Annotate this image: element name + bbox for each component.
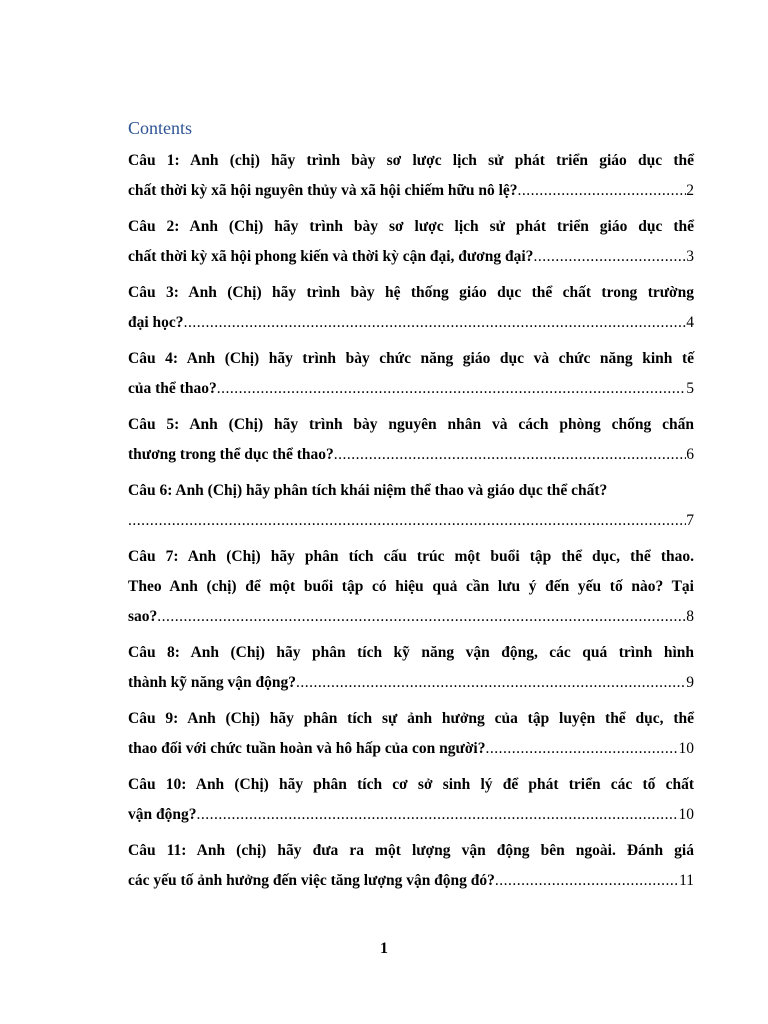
toc-page-number: 9: [686, 674, 694, 691]
table-of-contents: [128, 146, 694, 902]
toc-entry[interactable]: [128, 410, 694, 470]
toc-entry-line: Theo Anh (chị) để một buổi tập có hiệu quả cần lưu ý đến yếu tố nào? Tại: [128, 578, 694, 595]
toc-heading: Contents: [128, 118, 193, 138]
toc-page-number: 2: [686, 182, 694, 199]
toc-entry-line: thương trong thể dục thể thao?: [128, 446, 334, 463]
toc-entry[interactable]: [128, 212, 694, 272]
toc-entry-line: Câu 11: Anh (chị) hãy đưa ra một lượng vận động bên ngoài. Đánh giá: [128, 842, 694, 859]
toc-entry-line: Câu 6: Anh (Chị) hãy phân tích khái niệm thể thao và giáo dục thể chất?: [128, 482, 608, 499]
toc-entry-line: các yếu tố ảnh hưởng đến việc tăng lượng vận động đó?: [128, 872, 495, 889]
toc-entry-line: Câu 5: Anh (Chị) hãy trình bày nguyên nhân và cách phòng chống chấn: [128, 416, 694, 433]
toc-entry-line: thành kỹ năng vận động?: [128, 674, 296, 691]
toc-entry-line: Câu 8: Anh (Chị) hãy phân tích kỹ năng vận động, các quá trình hình: [128, 644, 694, 661]
toc-page-number: 4: [686, 314, 694, 331]
dot-leader: [184, 308, 687, 338]
toc-page-number: 8: [686, 608, 694, 625]
toc-page-number: 3: [686, 248, 694, 265]
toc-entry[interactable]: [128, 638, 694, 698]
toc-entry-line: Câu 10: Anh (Chị) hãy phân tích cơ sở sinh lý để phát triển các tố chất: [128, 776, 694, 793]
toc-entry[interactable]: [128, 542, 694, 632]
dot-leader: [495, 866, 679, 896]
toc-entry-line: chất thời kỳ xã hội nguyên thủy và xã hội chiếm hữu nô lệ?: [128, 182, 518, 199]
toc-entry-line: Câu 4: Anh (Chị) hãy trình bày chức năng giáo dục và chức năng kinh tế: [128, 350, 694, 367]
toc-page-number: 5: [686, 380, 694, 397]
toc-entry[interactable]: [128, 704, 694, 764]
page-number: 1: [380, 940, 388, 957]
dot-leader: [296, 668, 686, 698]
dot-leader: [157, 602, 686, 632]
toc-entry-line: thao đối với chức tuần hoàn và hô hấp của con người?: [128, 740, 486, 757]
toc-entry-line: sao?: [128, 608, 158, 625]
toc-entry[interactable]: [128, 836, 694, 896]
toc-page-number: 10: [678, 740, 694, 757]
toc-entry[interactable]: [128, 344, 694, 404]
dot-leader: [533, 242, 686, 272]
toc-entry[interactable]: [128, 146, 694, 206]
toc-page-number: 6: [686, 446, 694, 463]
dot-leader: [197, 800, 679, 830]
toc-entry-line: Câu 1: Anh (chị) hãy trình bày sơ lược lịch sử phát triển giáo dục thể: [128, 152, 694, 169]
toc-entry-line: đại học?: [128, 314, 184, 331]
toc-entry-line: Câu 3: Anh (Chị) hãy trình bày hệ thống giáo dục thể chất trong trường: [128, 284, 694, 301]
toc-entry-line: chất thời kỳ xã hội phong kiến và thời kỳ cận đại, đương đại?: [128, 248, 534, 265]
toc-entry-line: Câu 7: Anh (Chị) hãy phân tích cấu trúc một buổi tập thể dục, thể thao.: [128, 548, 694, 565]
toc-entry[interactable]: [128, 278, 694, 338]
toc-entry[interactable]: [128, 770, 694, 830]
toc-entry-line: vận động?: [128, 806, 197, 823]
toc-entry-line: Câu 2: Anh (Chị) hãy trình bày sơ lược lịch sử phát triển giáo dục thể: [128, 218, 694, 235]
dot-leader: [485, 734, 678, 764]
toc-entry-line: của thể thao?: [128, 380, 217, 397]
dot-leader: [518, 176, 687, 206]
toc-page-number: 10: [678, 806, 694, 823]
toc-page-number: 11: [679, 872, 694, 889]
dot-leader: [128, 506, 686, 536]
toc-entry-line: Câu 9: Anh (Chị) hãy phân tích sự ảnh hưởng của tập luyện thể dục, thể: [128, 710, 694, 727]
toc-page-number: 7: [686, 512, 694, 529]
toc-entry[interactable]: [128, 476, 694, 536]
dot-leader: [334, 440, 686, 470]
dot-leader: [217, 374, 687, 404]
